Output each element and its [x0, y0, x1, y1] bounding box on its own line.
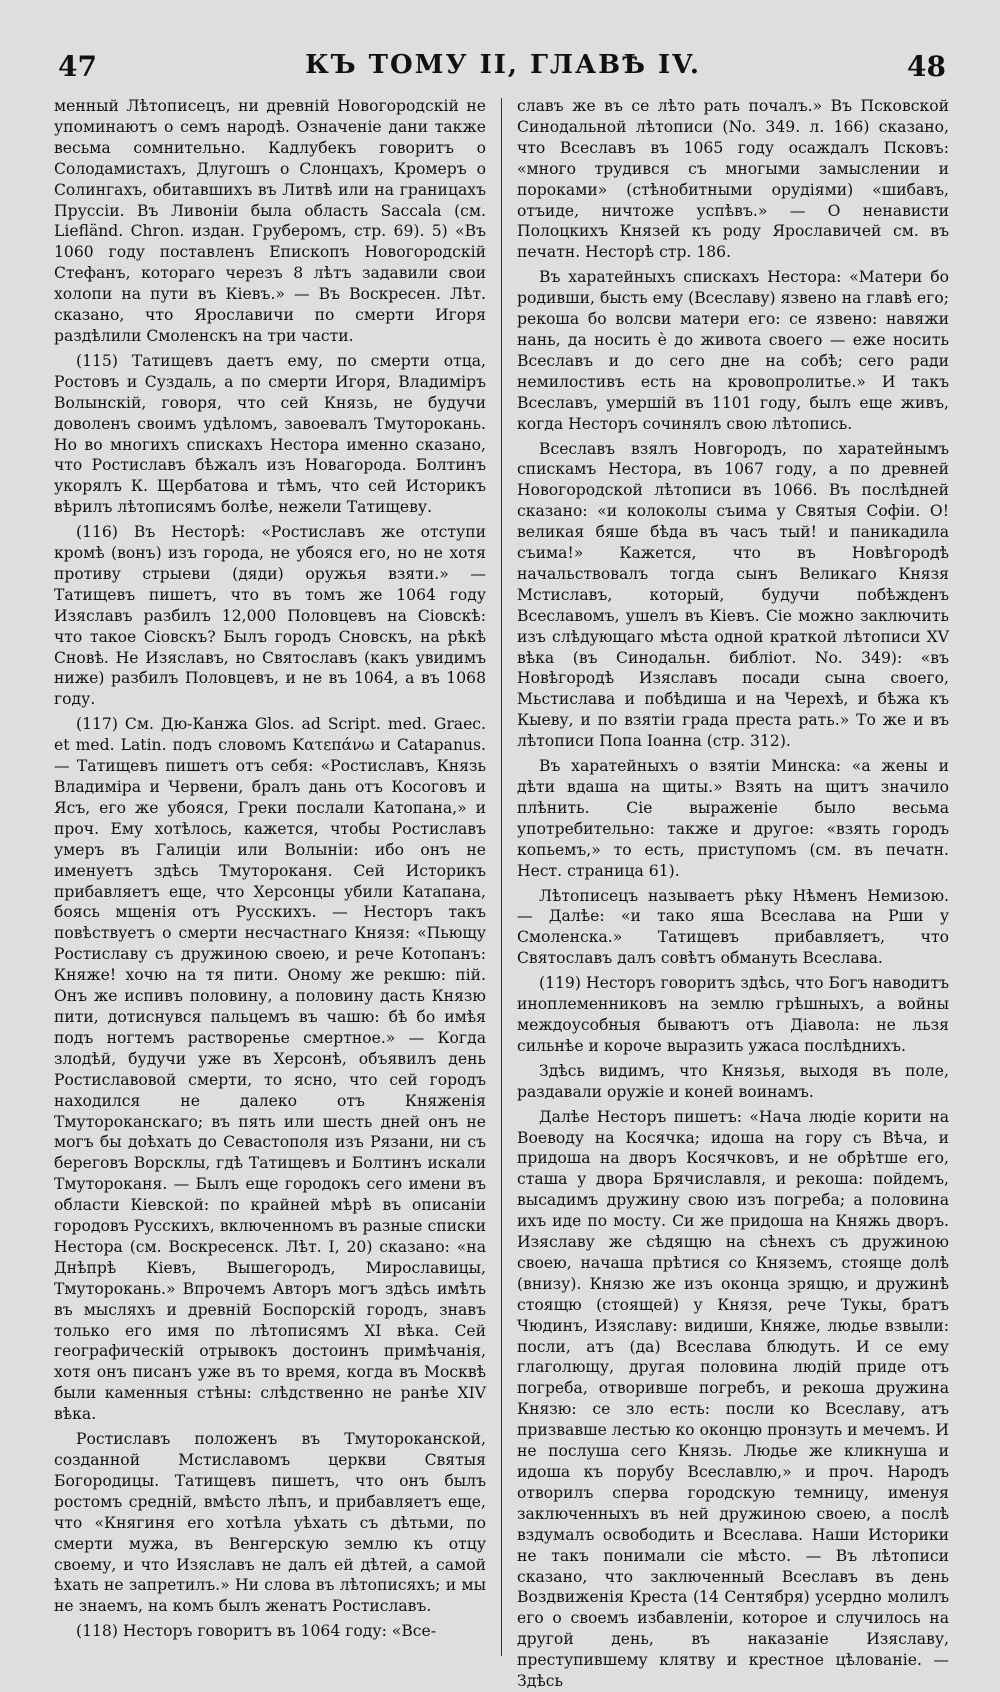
right-paragraph: Всеславъ взялъ Новгородъ, по харатейнымъ спискамъ Нестора, въ 1067 году, а по древней Новогородской лѣтописи въ 1066. Въ послѣдней сказано: «и колоколы съима у Святыя Софіи. О! великая бяше бѣда въ часъ тый! и паникадила съима!» Кажется, что въ Новѣгородѣ начальствовалъ тогда сынъ Великаго Князя Мстиславъ, который, будучи побѣжденъ Всеславомъ, ушелъ въ Кіевъ. Сіе можно заключить изъ слѣдующаго мѣста одной краткой лѣтописи XV вѣка (въ Синодальн. библіот. No. 349): «въ Новѣгородѣ Изяславъ посади сына своего, Мьстислава и побѣдиша и на Черехѣ, и бѣжа къ Кыеву, и по взятіи града преста рать.» То же и въ лѣтописи Попа Іоанна (стр. 312). [517, 439, 949, 751]
right-paragraph: Въ харатейныхъ спискахъ Нестора: «Матери бо родивши, бысть ему (Всеславу) язвено на главѣ его; рекоша бо волсви матери его: се язвено: навяжи нань, да носить ѐ до живота своего — еже носить Всеславъ и до сего дне на собѣ; сего ради немилостивъ есть на кровопролитье.» И такъ Всеславъ, умершій въ 1101 году, былъ еще живъ, когда Несторъ сочинялъ свою лѣтопись. [517, 268, 949, 433]
left-paragraph: менный Лѣтописецъ, ни древній Новогородскій не упоминаютъ о семъ народѣ. Означеніе дани также весьма сомнительно. Кадлубекъ говоритъ о Солодамистахъ, Длугошъ о Слонцахъ, Кромеръ о Солингахъ, обитавшихъ въ Литвѣ или на границахъ Пруссіи. Въ Ливоніи была область Saccala (см. Liefländ. Chron. издан. Груберомъ, стр. 69). 5) «Въ 1060 году поставленъ Епископъ Новогородскій Стефанъ, котораго черезъ 8 лѣтъ задавили свои холопи на пути въ Кіевъ.» — Въ Воскресен. Лѣт. сказано, что Ярославичи по смерти Игоря раздѣлили Смоленскъ на три части. [54, 97, 486, 345]
page-number-right: 48 [907, 50, 946, 83]
left-paragraph: (118) Несторъ говоритъ въ 1064 году: «Все- [76, 1622, 437, 1641]
page-number-left: 47 [58, 50, 97, 83]
right-paragraph: (119) Несторъ говоритъ здѣсь, что Богъ наводитъ иноплеменниковъ на землю грѣшныхъ, а войны междоусобныя бываютъ отъ Діавола: не льзя сильнѣе и короче выразить ужаса послѣднихъ. [517, 974, 949, 1055]
page-header [50, 44, 956, 88]
left-column [50, 96, 490, 1656]
right-paragraph: Лѣтописецъ называетъ рѣку Нѣменъ Немизою. — Далѣе: «и тако яша Всеслава на Рши у Смоленска.» Татищевъ прибавляетъ, что Святославъ далъ совѣтъ обмануть Всеслава. [517, 886, 949, 968]
right-column [513, 96, 953, 1691]
right-paragraph: славъ же въ се лѣто рать почалъ.» Въ Псковской Синодальной лѣтописи (No. 349. л. 166) сказано, что Всеславъ въ 1065 году осаждалъ Псковъ: «много трудився съ многыми замыслении и пороками» (стѣнобитными орудіями) «шибавъ, отъиде, ничтоже успѣвъ.» — О ненависти Полоцкихъ Князей къ роду Ярославичей см. въ печатн. Несторѣ стр. 186. [517, 97, 949, 262]
running-title: КЪ ТОМУ II, ГЛАВѢ IV. [305, 50, 701, 80]
text-columns [50, 96, 956, 1691]
left-paragraph: (117) См. Дю-Канжа Glos. ad Script. med. Graec. et med. Latin. подъ словомъ Κατεπάνω и Catapanus. — Татищевъ пишетъ отъ себя: «Ростиславъ, Князь Владиміра и Червени, бралъ дань отъ Косоговъ и Ясъ, его же убояся, Греки послали Катопана,» и проч. Ему хотѣлось, кажется, чтобы Ростиславъ умеръ въ Галиціи или Волыніи: ибо онъ не именуетъ здѣсь Тмутороканя. Сей Историкъ прибавляетъ еще, что Херсонцы убили Катапана, боясь мщенія отъ Русскихъ. — Несторъ такъ повѣствуетъ о смерти несчастнаго Князя: «Пьющу Ростиславу съ дружиною своею, и рече Котопанъ: Княже! хочю на тя пити. Оному же рекшю: пій. Онъ же испивъ половину, а половину дасть Князю пити, дотиснувся пальцемъ въ чашю: бѣ бо имѣя подъ ногтемъ растворенье смертное.» — Когда злодѣй, будучи уже въ Херсонѣ, объявилъ день Ростиславовой смерти, то ясно, что сей городъ находился не далеко отъ Княженія Тмутороканскаго; въ пять или шесть дней онъ не могъ бы доѣхать до Севастополя изъ Рязани, ни съ береговъ Ворсклы, гдѣ Татищевъ и Болтинъ искали Тмутороканя. — Былъ еще городокъ сего имени въ области Кіевской: по крайней мѣрѣ въ описаніи городовъ Русскихъ, включенномъ въ разные списки Нестора (см. Воскресенск. Лѣт. I, 20) сказано: «на Днѣпрѣ Кіевъ, Вышегородъ, Мирославицы, Тмуторокань.» Впрочемъ Авторъ могъ здѣсь имѣть въ мысляхъ и древній Боспорскій городъ, знавъ только его имя по лѣтописямъ XI вѣка. Сей географическій отрывокъ достоинъ примѣчанія, хотя онъ писанъ уже въ то время, когда въ Москвѣ были каменныя стѣны: слѣдственно не ранѣе XIV вѣка. [54, 715, 486, 1424]
right-paragraph: Здѣсь видимъ, что Князья, выходя въ поле, раздавали оружіе и коней воинамъ. [517, 1061, 949, 1101]
left-paragraph: Ростиславъ положенъ въ Тмутороканской, созданной Мстиславомъ церкви Святыя Богородицы. Татищевъ пишетъ, что онъ былъ ростомъ средній, вмѣсто лѣпъ, и прибавляетъ еще, что «Княгиня его хотѣла уѣхать съ дѣтьми, по смерти мужа, въ Венгерскую землю къ отцу своему, и что Изяславъ не далъ ей дѣтей, а самой ѣхать не запретилъ.» Ни слова въ лѣтописяхъ; и мы не знаемъ, на комъ былъ женатъ Ростиславъ. [54, 1430, 486, 1616]
left-paragraph: (115) Татищевъ даетъ ему, по смерти отца, Ростовъ и Суздаль, а по смерти Игоря, Владиміръ Волынскій, говоря, что сей Князь, не будучи доволенъ своимъ удѣломъ, завоевалъ Тмуторокань. Но во многихъ спискахъ Нестора именно сказано, что Ростиславъ бѣжалъ изъ Новагорода. Болтинъ укорялъ К. Щербатова и тѣмъ, что сей Историкъ вѣрилъ лѣтописямъ болѣе, нежели Татищеву. [54, 351, 486, 517]
right-paragraph: Въ харатейныхъ о взятіи Минска: «а жены и дѣти вдаша на щиты.» Взять на щитъ значило плѣнить. Сіе выраженіе было весьма употребительно: также и другое: «взять городъ копьемъ,» то есть, приступомъ (см. въ печатн. Нест. страница 61). [517, 757, 949, 880]
column-divider [501, 98, 502, 1656]
right-paragraph: Далѣе Несторъ пишетъ: «Нача людіе корити на Воеводу на Косячка; идоша на гору съ Вѣча, и придоша на дворъ Косячковъ, и не обрѣтше его, сташа у двора Брячиславля, и рекоша: пойдемъ, высадимъ дружину свою изъ погреба; а половина ихъ иде по мосту. Си же придоша на Княжь дворъ. Изяславу же сѣдящю на сѣнехъ съ дружиною своею, начаша прѣтися со Княземъ, стояще долѣ (внизу). Князю же изъ оконца зрящю, и дружинѣ стоящю (стоящей) у Князя, рече Тукы, братъ Чюдинъ, Изяславу: видиши, Княже, людье взвыли: посли, атъ (да) Всеслава блюдуть. И се ему глаголющу, другая половина людій приде отъ погреба, отворивше погребъ, и рекоша дружина Князю: се зло есть: посли ко Всеславу, атъ призвавше лестью ко оконцю пронзуть и мечемъ. И не послуша сего Князь. Людье же кликнуша и идоша къ порубу Всеславлю,» и проч. Народъ отворилъ сперва городскую темницу, именуя заключенныхъ въ ней дружиною своею, а послѣ вздумалъ освободить и Всеслава. Наши Историки не такъ понимали сіе мѣсто. — Въ лѣтописи сказано, что заключенный Всеславъ въ день Воздвиженія Креста (14 Сентября) усердно молилъ его о своемъ избавленіи, которое и случилось на другой день, въ наказаніе Изяславу, преступившему клятву и крестное цѣлованіе. — Здѣсь [517, 1107, 949, 1691]
left-paragraph: (116) Въ Несторѣ: «Ростиславъ же отступи кромѣ (вонъ) изъ города, не убояся его, но не хотя противу стрыеви (дяди) оружья взяти.» — Татищевъ пишетъ, что въ томъ же 1064 году Изяславъ разбилъ 12,000 Половцевъ на Сіовскѣ: что такое Сіовскъ? Былъ городъ Сновскъ, на рѣкѣ Сновѣ. Не Изяславъ, но Святославъ (какъ увидимъ ниже) разбилъ Половцевъ, и не въ 1064, а въ 1068 году. [54, 523, 486, 709]
